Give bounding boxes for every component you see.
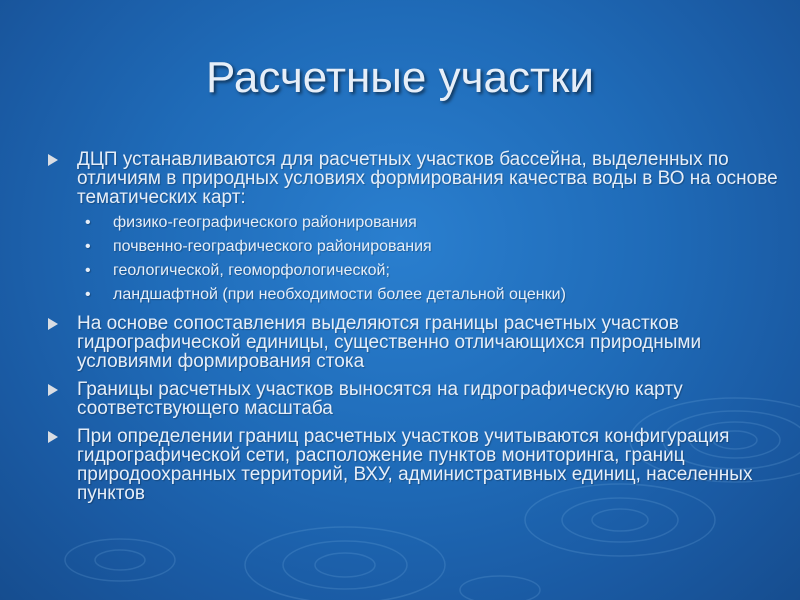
bullet-text: При определении границ расчетных участков учитываются конфигурация гидрографической сети, расположение пунктов мониторинга, границ природоохранных территорий, ВХУ, административных единиц, населенных пунктов [77,426,753,504]
bullet-item [48,150,788,305]
sub-bullet-text: физико-географического районирования [113,214,417,231]
sub-bullet-item [85,237,788,257]
dot-bullet-icon: • [85,214,91,231]
bullet-text: На основе сопоставления выделяются границы расчетных участков гидрографической единицы, существенно отличающихся природными условиями формирования стока [77,313,702,372]
sub-bullet-item [85,285,788,305]
sub-bullet-list [85,213,788,305]
sub-bullet-text: почвенно-географического районирования [113,238,432,255]
triangle-bullet-icon [48,154,58,166]
dot-bullet-icon: • [85,286,91,303]
sub-bullet-item [85,213,788,233]
triangle-bullet-icon [48,431,58,443]
bullet-text: Границы расчетных участков выносятся на гидрографическую карту соответствующего масштаба [77,379,683,419]
dot-bullet-icon: • [85,262,91,279]
dot-bullet-icon: • [85,238,91,255]
triangle-bullet-icon [48,384,58,396]
triangle-bullet-icon [48,318,58,330]
sub-bullet-item [85,261,788,281]
sub-bullet-text: геологической, геоморфологической; [113,262,390,279]
bullet-text: ДЦП устанавливаются для расчетных участков бассейна, выделенных по отличиям в природных условиях формирования качества воды в ВО на основе тематических карт: [77,149,778,208]
bullet-list [48,150,788,503]
sub-bullet-text: ландшафтной (при необходимости более детальной оценки) [113,286,566,303]
slide-title: Расчетные участки [206,53,594,102]
bullet-item [48,427,788,503]
bullet-item [48,314,788,371]
bullet-item [48,380,788,418]
